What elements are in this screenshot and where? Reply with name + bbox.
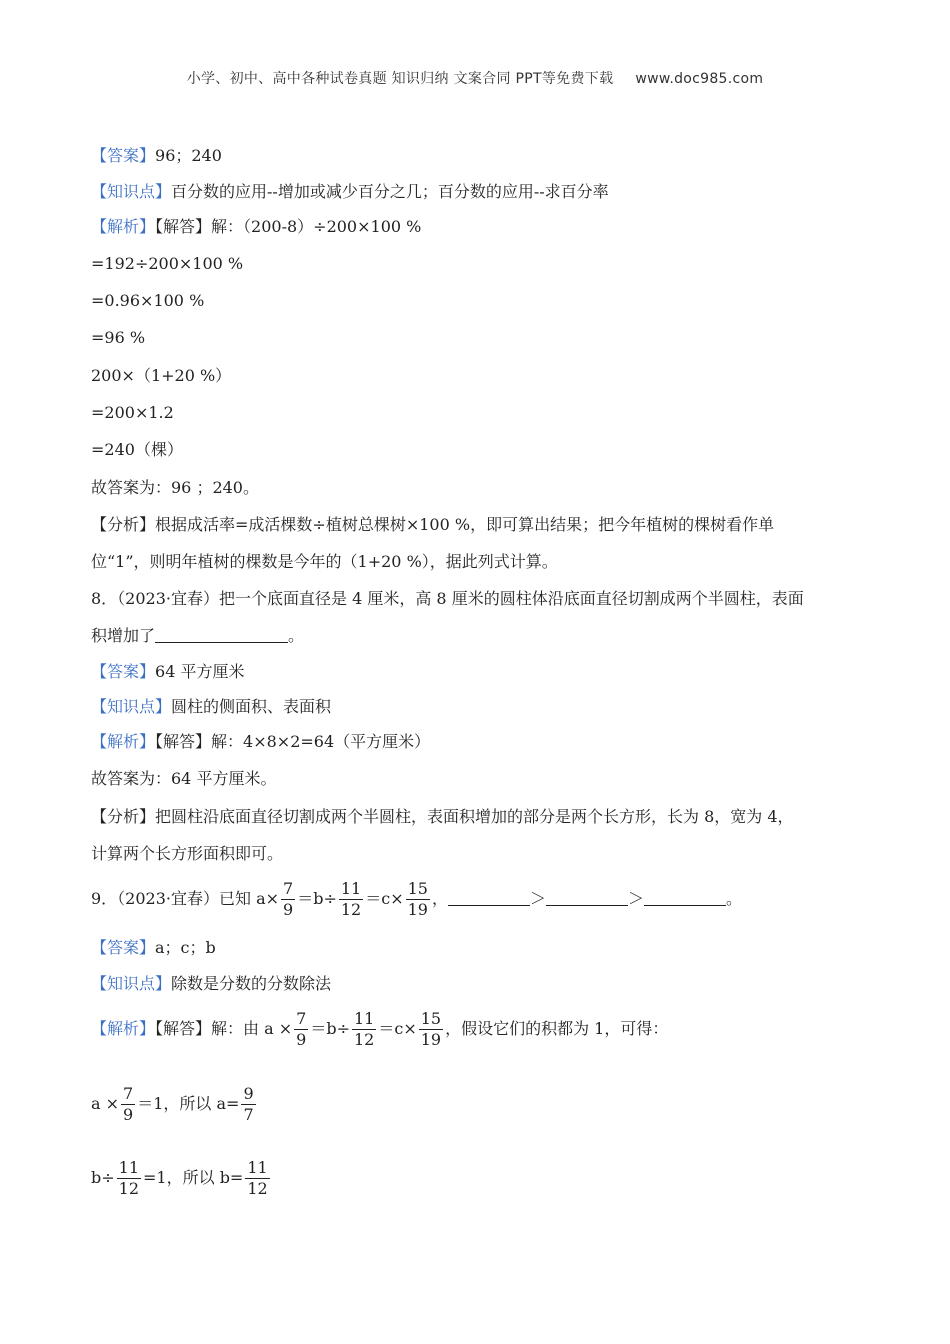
q7-fenxi-1: 根据成活率=成活棵数÷植树总棵树×100 %，即可算出结果；把今年植树的棵树看作单 [155, 515, 775, 534]
q8-conclusion: 故答案为：64 平方厘米。 [91, 769, 277, 788]
answer-blank[interactable] [546, 889, 628, 906]
fraction: $\frac{11}{12}$ [354, 1009, 375, 1049]
analysis-head: 【解答】 [155, 732, 212, 751]
q8-knowledge-text: 圆柱的侧面积、表面积 [171, 697, 332, 716]
q9-line-b [91, 1157, 272, 1199]
q9-knowledge [91, 972, 331, 996]
fenxi-tag: 【分析】 [91, 807, 156, 826]
q9-eq2: ＝c× [378, 1019, 417, 1038]
answer-tag: 【答案】 [91, 938, 156, 957]
q7-step: =192÷200×100 % [91, 254, 244, 273]
q7-fenxi [91, 513, 774, 537]
q7-step: =240（棵） [91, 440, 183, 459]
q9-answer [91, 936, 216, 960]
knowledge-tag: 【知识点】 [91, 697, 172, 716]
q7-fenxi-2: 位“1”，则明年植树的棵数是今年的（1+20 %），据此列式计算。 [91, 552, 558, 571]
fraction: $\frac{9}{7}$ [243, 1084, 254, 1124]
q9-end: 。 [726, 889, 743, 908]
q7-answer [91, 144, 222, 168]
q8-fenxi-1: 把圆柱沿底面直径切割成两个半圆柱，表面积增加的部分是两个长方形，长为 8，宽为 4， [155, 807, 794, 826]
answer-blank[interactable] [644, 889, 726, 906]
q7-step: =200×1.2 [91, 403, 174, 422]
q9-comma: ， [431, 889, 448, 908]
q8-fenxi-2: 计算两个长方形面积即可。 [91, 844, 284, 863]
analysis-head: 【解答】 [155, 1019, 212, 1038]
fraction: $\frac{11}{12}$ [340, 879, 362, 919]
q7-step: =0.96×100 % [91, 291, 205, 310]
q7-solution-first: 解：（200-8）÷200×100 % [211, 217, 422, 236]
q9-l1-prefix: a × [91, 1094, 120, 1113]
q8-answer-text: 64 平方厘米 [155, 662, 245, 681]
answer-blank[interactable] [448, 889, 530, 906]
fenxi-tag: 【分析】 [91, 515, 156, 534]
fraction: $\frac{15}{19}$ [407, 879, 428, 919]
q9-sol-prefix: 解：由 a × [211, 1019, 293, 1038]
fraction: $\frac{7}{9}$ [123, 1084, 134, 1124]
header-text: 小学、初中、高中各种试卷真题 知识归纳 文案合同 PPT等免费下载 [186, 71, 614, 87]
gt-sign: ＞ [628, 889, 645, 908]
q8-fenxi [91, 805, 794, 829]
fraction: $\frac{11}{12}$ [118, 1158, 140, 1198]
q7-knowledge [91, 180, 609, 204]
q9-answer-text: a；c；b [155, 938, 216, 957]
gt-sign: ＞ [529, 889, 546, 908]
q9-line-a [91, 1083, 258, 1125]
q7-knowledge-text: 百分数的应用--增加或减少百分之几；百分数的应用--求百分率 [171, 182, 609, 201]
knowledge-tag: 【知识点】 [91, 182, 172, 201]
q9-knowledge-text: 除数是分数的分数除法 [171, 974, 332, 993]
q9-stem [91, 878, 742, 920]
q9-eq2: ＝c× [365, 889, 404, 908]
q8-knowledge [91, 695, 331, 719]
q9-sol-suffix: ，假设它们的积都为 1，可得： [445, 1019, 669, 1038]
q9-solution [91, 1008, 668, 1050]
answer-blank[interactable] [155, 626, 288, 643]
q7-conclusion: 故答案为：96 ；240。 [91, 478, 259, 497]
q9-eq1: ＝b÷ [297, 889, 337, 908]
knowledge-tag: 【知识点】 [91, 974, 172, 993]
analysis-head: 【解答】 [155, 217, 212, 236]
q9-eq1: ＝b÷ [310, 1019, 350, 1038]
q9-l2-mid: =1，所以 b= [143, 1168, 244, 1187]
fraction: $\frac{11}{12}$ [247, 1158, 268, 1198]
header-url[interactable]: www.doc985.com [635, 71, 764, 87]
analysis-tag: 【解析】 [91, 732, 156, 751]
q9-l2-prefix: b÷ [91, 1168, 115, 1187]
q8-stem-1: 8．（2023·宜春）把一个底面直径是 4 厘米，高 8 厘米的圆柱体沿底面直径切割成两个半圆柱，表面 [91, 589, 804, 608]
q7-step: 200×（1+20 %） [91, 366, 232, 385]
fraction: $\frac{15}{19}$ [420, 1009, 442, 1049]
page-header [0, 68, 950, 88]
fraction: $\frac{7}{9}$ [296, 1009, 307, 1049]
q8-solution-text: 解：4×8×2=64（平方厘米） [211, 732, 431, 751]
q9-l1-mid: ＝1，所以 a= [137, 1094, 240, 1113]
answer-tag: 【答案】 [91, 146, 156, 165]
q8-stem-2a: 积增加了 [91, 626, 156, 645]
q8-answer [91, 660, 244, 684]
fraction: $\frac{7}{9}$ [283, 879, 294, 919]
analysis-tag: 【解析】 [91, 217, 156, 236]
q7-answer-text: 96；240 [155, 146, 222, 165]
q7-step: =96 % [91, 328, 146, 347]
answer-tag: 【答案】 [91, 662, 156, 681]
q8-solution [91, 730, 430, 754]
q8-stem-2 [91, 624, 304, 648]
q7-solution [91, 215, 421, 239]
q9-prefix: 9．（2023·宜春）已知 a× [91, 889, 280, 908]
analysis-tag: 【解析】 [91, 1019, 156, 1038]
q8-stem-2b: 。 [288, 626, 305, 645]
